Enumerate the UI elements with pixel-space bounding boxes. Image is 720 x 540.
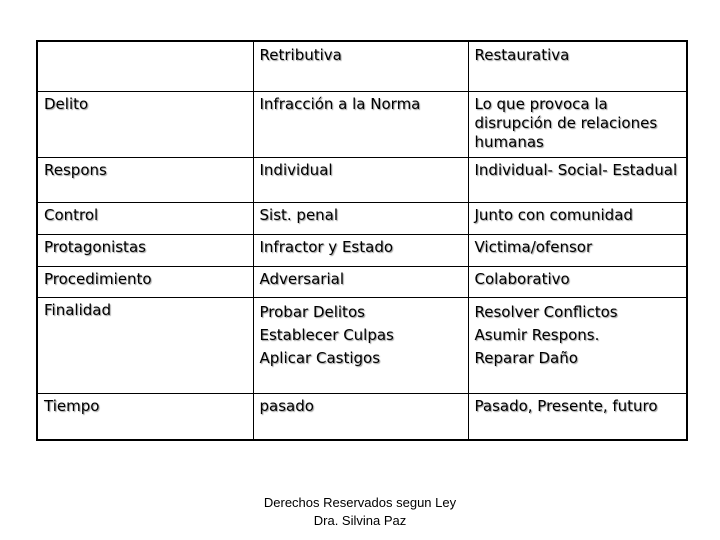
row-label: Respons xyxy=(37,157,253,202)
cell-line: Asumir Respons. xyxy=(474,325,600,344)
table-row xyxy=(37,157,687,202)
retributiva-cell: Infracción a la Norma xyxy=(253,91,468,157)
table-row xyxy=(37,266,687,297)
retributiva-cell: Adversarial xyxy=(253,266,468,297)
restaurativa-cell: Junto con comunidad xyxy=(468,202,687,234)
table-row xyxy=(37,202,687,234)
table-row xyxy=(37,91,687,157)
restaurativa-cell: Individual- Social- Estadual xyxy=(468,157,687,202)
table-row xyxy=(37,393,687,440)
header-retributiva: Retributiva xyxy=(253,41,468,91)
comparison-table xyxy=(36,40,688,441)
retributiva-cell: Sist. penal xyxy=(253,202,468,234)
restaurativa-cell: Pasado, Presente, futuro xyxy=(468,393,687,440)
row-label: Delito xyxy=(37,91,253,157)
retributiva-cell xyxy=(253,297,468,393)
table-row xyxy=(37,297,687,393)
header-row xyxy=(37,41,687,91)
cell-line: Establecer Culpas xyxy=(259,325,394,344)
restaurativa-cell: Lo que provoca la disrupción de relaciones humanas xyxy=(468,91,687,157)
retributiva-cell: Individual xyxy=(253,157,468,202)
restaurativa-cell xyxy=(468,297,687,393)
header-restaurativa: Restaurativa xyxy=(468,41,687,91)
cell-line: Reparar Daño xyxy=(474,348,578,367)
footer-line-rights: Derechos Reservados segun Ley xyxy=(263,495,457,510)
retributiva-cell: Infractor y Estado xyxy=(253,234,468,266)
table-row xyxy=(37,234,687,266)
footer-line-author: Dra. Silvina Paz xyxy=(313,513,407,528)
row-label: Protagonistas xyxy=(37,234,253,266)
cell-line: Probar Delitos xyxy=(259,302,365,321)
row-label: Control xyxy=(37,202,253,234)
restaurativa-cell: Victima/ofensor xyxy=(468,234,687,266)
cell-line: Aplicar Castigos xyxy=(259,348,381,367)
restaurativa-cell: Colaborativo xyxy=(468,266,687,297)
cell-line: Resolver Conflictos xyxy=(474,302,618,321)
row-label: Tiempo xyxy=(37,393,253,440)
retributiva-cell: pasado xyxy=(253,393,468,440)
copyright-footer xyxy=(200,494,520,530)
row-label: Procedimiento xyxy=(37,266,253,297)
row-label: Finalidad xyxy=(37,297,253,393)
header-empty-cell xyxy=(37,41,253,91)
